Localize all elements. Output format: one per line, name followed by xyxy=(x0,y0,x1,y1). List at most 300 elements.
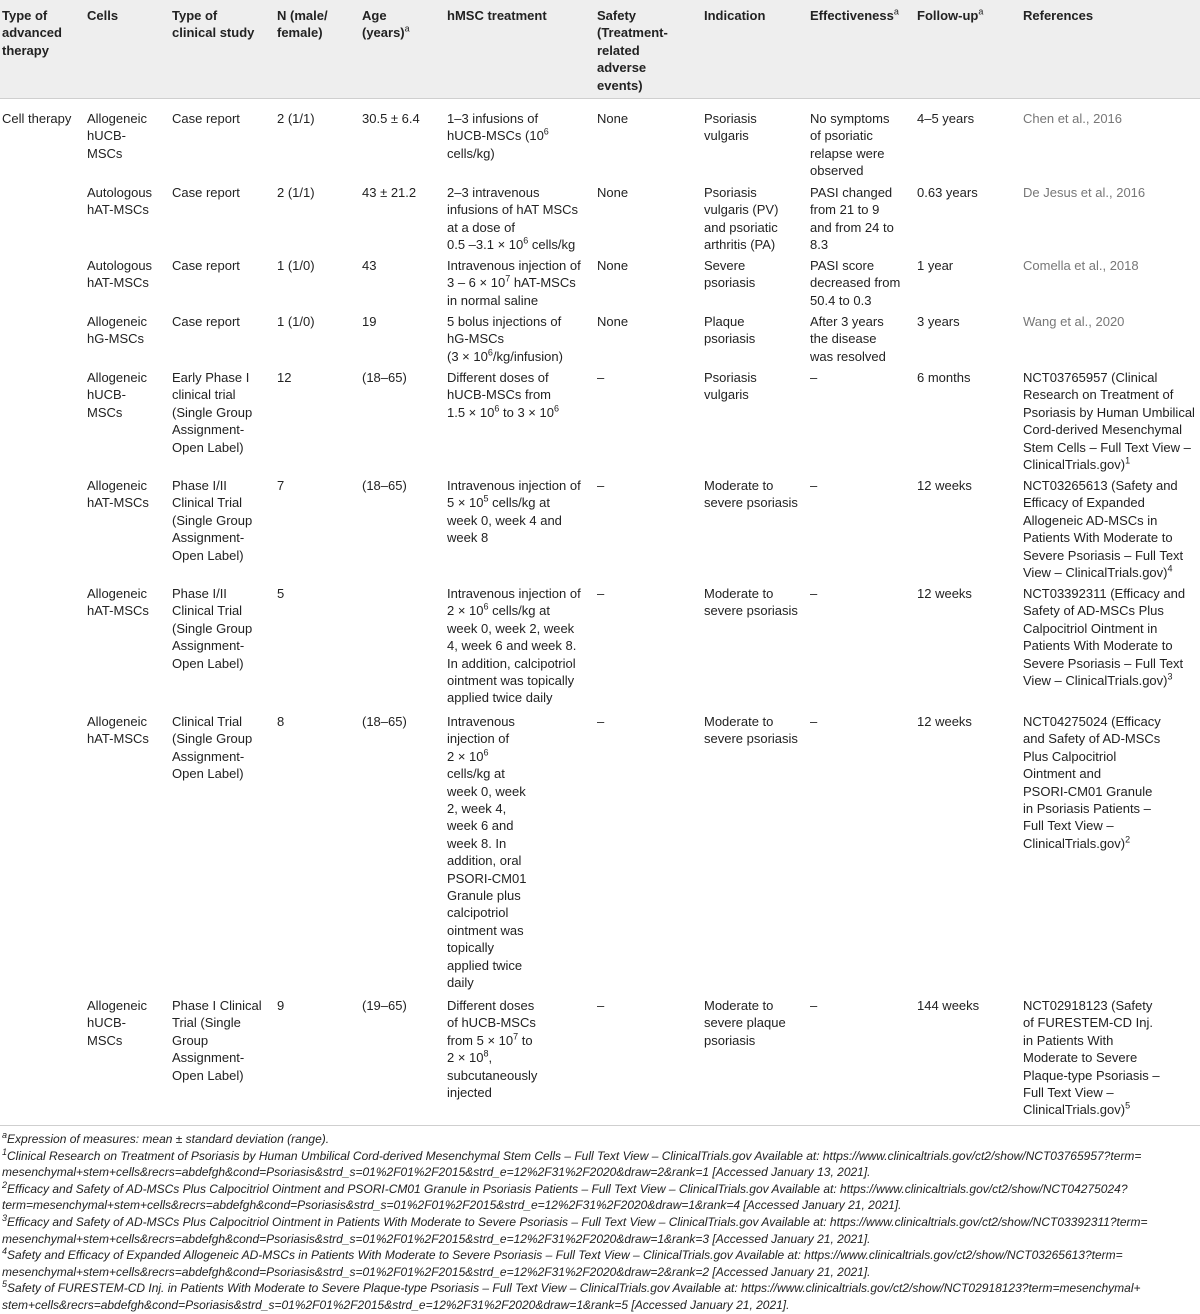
cell-line: in Psoriasis Patients – xyxy=(1023,801,1151,817)
header-study xyxy=(172,7,254,42)
cell-indication xyxy=(704,110,757,145)
cell-safety xyxy=(597,369,604,386)
cell-line: vulgaris xyxy=(704,128,749,144)
cell-line: 2, week 4, xyxy=(447,801,507,817)
cell-line: Open Label) xyxy=(172,1067,244,1083)
cell-line: hUCB- xyxy=(87,387,127,403)
cell-followup xyxy=(917,585,972,602)
cell-line: 50.4 to 0.3 xyxy=(810,292,872,308)
cell-line: ClinicalTrials.gov)$^2$ xyxy=(1023,834,1131,851)
cell-references xyxy=(1023,585,1185,689)
cell-indication xyxy=(704,477,798,512)
cell-line: week 0, week xyxy=(447,783,526,799)
cell-line: Allogeneic xyxy=(87,314,147,329)
cell-line: of hUCB-MSCs xyxy=(447,1015,536,1031)
cell-line: hUCB-MSCs ($10^6$ xyxy=(447,127,549,144)
cell-references xyxy=(1023,713,1161,852)
cell-line: Allogeneic xyxy=(87,111,147,126)
cell-safety xyxy=(597,997,604,1014)
cell-line: $1.5 \times 10^6$ to $3 \times 10^6$ xyxy=(447,403,559,420)
cell-line: MSCs xyxy=(87,404,123,420)
cell-line: psoriasis xyxy=(704,1032,756,1048)
cell-line: 30.5 ± 6.4 xyxy=(362,111,420,126)
cell-line: in Patients With xyxy=(1023,1032,1114,1048)
cell-line: PASI score xyxy=(810,258,875,273)
superscript: 3 xyxy=(1167,671,1173,682)
header-footnote-mark: a xyxy=(893,6,899,17)
cell-line: ClinicalTrials.gov)$^5$ xyxy=(1023,1101,1131,1118)
cell-line: Calpocitriol Ointment in xyxy=(1023,620,1158,636)
cell-line: 43 xyxy=(362,258,377,273)
cell-treatment xyxy=(447,257,581,309)
superscript: 6 xyxy=(487,347,493,358)
cell-line: Allogeneic xyxy=(87,478,147,493)
header-line: (Treatment- xyxy=(597,25,668,41)
cell-n xyxy=(277,585,284,602)
cell-line: In addition, calcipotriol xyxy=(447,655,576,671)
superscript: 1 xyxy=(1125,455,1131,466)
cell-line: 1 (1/0) xyxy=(277,314,315,329)
cell-line: Granule plus xyxy=(447,888,521,904)
cell-line: None xyxy=(597,111,629,126)
cell-effectiveness xyxy=(810,369,817,386)
cell-line: cells/kg) xyxy=(447,145,495,161)
header-line: Type of xyxy=(2,8,48,23)
cell-line: PASI changed xyxy=(810,185,893,200)
cell-age xyxy=(362,257,376,274)
header-line: References xyxy=(1023,8,1094,23)
cell-line: Plaque xyxy=(704,314,745,329)
cell-line: Patients With Moderate to xyxy=(1023,530,1173,546)
cell-line: Case report xyxy=(172,185,240,200)
header-treatment xyxy=(447,7,547,24)
cell-line: Severe Psoriasis – Full Text xyxy=(1023,655,1184,671)
cell-line: View – ClinicalTrials.gov)$^4$ xyxy=(1023,563,1173,581)
cell-line: Open Label) xyxy=(172,547,244,563)
cell-study xyxy=(172,313,240,330)
cell-safety xyxy=(597,713,604,730)
footnote-line: term=mesenchymal+stem+cells&recrs=abdefgh&cond=Psoriasis&strd_s=01%2F01%2F2015&strd_e=12%2F31%2F2020&draw=1&rank=4 [Accessed January 21, 2021]. xyxy=(2,1198,902,1213)
cell-line: hUCB-MSCs from xyxy=(447,387,552,403)
cell-line: Psoriasis xyxy=(704,111,757,126)
header-line: related xyxy=(597,42,640,58)
cell-n xyxy=(277,477,284,494)
cell-cells xyxy=(87,477,149,512)
header-line: Type of xyxy=(172,8,218,23)
cell-line: Moderate to Severe xyxy=(1023,1050,1138,1066)
header-age xyxy=(362,7,410,42)
cell-line: 5 xyxy=(277,586,285,601)
cell-line: None xyxy=(597,185,629,200)
header-line: (years)$^a$ xyxy=(362,24,410,41)
cell-line: and from 24 to xyxy=(810,219,894,235)
cell-line: applied twice daily xyxy=(447,690,553,706)
cell-line: cells/kg at xyxy=(447,766,505,782)
cell-indication xyxy=(704,313,755,348)
cell-line: Psoriasis xyxy=(704,185,757,200)
cell-line: NCT03392311 (Efficacy and xyxy=(1023,586,1186,601)
cell-effectiveness xyxy=(810,713,817,730)
footnote xyxy=(2,1280,1200,1313)
cell-effectiveness xyxy=(810,110,889,180)
cell-line: Intravenous injection of xyxy=(447,258,581,273)
cell-line: topically xyxy=(447,940,494,956)
cell-line: hG-MSCs xyxy=(87,331,145,347)
cell-line: No symptoms xyxy=(810,111,890,126)
superscript: 6 xyxy=(543,127,549,138)
cell-line: – xyxy=(597,714,605,729)
cell-line: in normal saline xyxy=(447,292,539,308)
cell-line: $2 \times 10^6$ cells/kg at xyxy=(447,602,550,619)
cell-line: Plus Calpocitriol xyxy=(1023,748,1117,764)
cell-line: (Single Group xyxy=(172,512,253,528)
cell-line: (Single Group xyxy=(172,620,253,636)
footnote xyxy=(2,1131,1200,1148)
footnote xyxy=(2,1247,1200,1280)
header-safety xyxy=(597,7,668,94)
cell-line: injection of xyxy=(447,731,510,747)
cell-treatment xyxy=(447,585,581,707)
cell-indication xyxy=(704,585,798,620)
cell-n xyxy=(277,110,315,127)
cell-indication xyxy=(704,997,786,1049)
cell-line: week 0, week 2, week xyxy=(447,620,575,636)
cell-references xyxy=(1023,369,1195,473)
cell-age xyxy=(362,184,416,201)
footnote-line: mesenchymal+stem+cells&recrs=abdefgh&cond=Psoriasis&strd_s=01%2F01%2F2015&strd_e=12%2F31%2F2020&draw=2&rank=2 [Accessed January 21, 2021]. xyxy=(2,1264,871,1279)
cell-line: week 0, week 4 and xyxy=(447,512,562,528)
cell-line: Moderate to xyxy=(704,714,774,729)
cell-line: 3 years xyxy=(917,314,960,329)
cell-line: 1–3 infusions of xyxy=(447,111,539,126)
cell-line: ointment was topically xyxy=(447,673,575,689)
cell-line: 1 (1/0) xyxy=(277,258,315,273)
cell-line: – xyxy=(597,478,605,493)
cell-line: 5 bolus injections of xyxy=(447,314,562,329)
cell-line: $(3 \times 10^6/kg/infusion)$ xyxy=(447,347,563,364)
cell-study xyxy=(172,184,240,201)
cell-line: $2 \times 10^8$, xyxy=(447,1048,493,1066)
cell-line: $5 \times 10^5$ cells/kg at xyxy=(447,494,550,511)
footnote-line: $^5$Safety of FURESTEM-CD Inj. in Patients With Moderate to Severe Plaque-type Psoriasis – Full Text View – ClinicalTrials.gov Available at: https://www.clinicaltrials.gov/ct2/show/NCT02918123?term=mesenchymal+ xyxy=(2,1279,1141,1296)
cell-age xyxy=(362,477,407,494)
table-bottom-rule xyxy=(0,1125,1200,1126)
cell-line: Severe xyxy=(704,258,746,273)
cell-treatment xyxy=(447,313,563,365)
cell-references xyxy=(1023,313,1124,330)
cell-line: (18–65) xyxy=(362,370,407,385)
cell-line: View – ClinicalTrials.gov)$^3$ xyxy=(1023,671,1173,689)
superscript: 6 xyxy=(494,403,500,414)
cell-line: Clinical Trial xyxy=(172,603,243,619)
cell-line: ClinicalTrials.gov)$^1$ xyxy=(1023,455,1131,473)
header-line: advanced xyxy=(2,25,62,41)
footnote-mark: 5 xyxy=(2,1279,8,1290)
cell-age xyxy=(362,369,407,386)
cell-treatment xyxy=(447,713,526,992)
cell-line: Open Label) xyxy=(172,655,244,671)
footnote-mark: 3 xyxy=(2,1212,8,1223)
cell-line: 43 ± 21.2 xyxy=(362,185,417,200)
cell-effectiveness xyxy=(810,477,817,494)
cell-line: NCT04275024 (Efficacy xyxy=(1023,714,1161,729)
cell-line: 4–5 years xyxy=(917,111,975,126)
header-n xyxy=(277,7,328,42)
cell-line: $3 - 6 \times 10^7$ hAT-MSCs xyxy=(447,274,576,291)
cell-age xyxy=(362,110,420,127)
cell-line: clinical trial xyxy=(172,387,236,403)
footnote-line: mesenchymal+stem+cells&recrs=abdefgh&cond=Psoriasis&strd_s=01%2F01%2F2015&strd_e=12%2F31%2F2020&draw=2&rank=1 [Accessed January 13, 2021]. xyxy=(2,1165,871,1180)
cell-line: hUCB- xyxy=(87,128,127,144)
cell-line: vulgaris (PV) xyxy=(704,202,779,218)
header-line: Follow-$up^a$ xyxy=(917,6,984,23)
cell-line: the disease xyxy=(810,331,877,347)
cell-line: 4, week 6 and week 8. xyxy=(447,638,577,654)
cell-effectiveness xyxy=(810,585,817,602)
cell-line: 2 (1/1) xyxy=(277,185,315,200)
cell-line: Cord-derived Mesenchymal xyxy=(1023,422,1182,438)
cell-line: 1 year xyxy=(917,258,954,273)
cell-indication xyxy=(704,369,757,404)
cell-line: Different doses of xyxy=(447,370,549,385)
cell-line: NCT02918123 (Safety xyxy=(1023,998,1153,1013)
cell-cells xyxy=(87,313,147,348)
cell-n xyxy=(277,369,291,386)
cell-line: 12 weeks xyxy=(917,478,972,493)
footnote-line: $^4$Safety and Efficacy of Expanded Allogeneic AD-MSCs in Patients With Moderate to Severe Psoriasis – Full Text View – ClinicalTrials.gov Available at: https://www.clinicaltrials.gov/ct2/show/NCT03265613?term= xyxy=(2,1246,1123,1263)
header-line: Effectiveness$^a$ xyxy=(810,6,899,23)
header-line: female) xyxy=(277,25,323,41)
cell-line: hUCB- xyxy=(87,1015,127,1031)
cell-followup xyxy=(917,713,972,730)
cell-line: Assignment- xyxy=(172,530,245,546)
cell-effectiveness xyxy=(810,997,817,1014)
cell-line: Allogeneic xyxy=(87,998,147,1013)
table-footnotes xyxy=(0,1131,1200,1314)
cell-treatment xyxy=(447,110,549,162)
cell-study xyxy=(172,110,240,127)
cell-line: Moderate to xyxy=(704,478,774,493)
cell-n xyxy=(277,257,315,274)
superscript: 7 xyxy=(505,274,511,285)
cell-line: calcipotriol xyxy=(447,905,509,921)
cell-line: from $5 \times 10^7$ to xyxy=(447,1031,533,1048)
cell-age xyxy=(362,713,407,730)
footnote-line: $^1$Clinical Research on Treatment of Psoriasis by Human Umbilical Cord-derived Mesenchymal Stem Cells – Full Text View – ClinicalTrials.gov Available at: https://www.clinicaltrials.gov/ct2/show/NCT03765957?term= xyxy=(2,1146,1142,1163)
cell-effectiveness xyxy=(810,257,900,309)
cell-line: Clinical Trial xyxy=(172,714,243,729)
superscript: 6 xyxy=(483,747,489,758)
cell-line: $2 \times 10^6$ xyxy=(447,747,489,764)
cell-line: Plaque-type Psoriasis – xyxy=(1023,1067,1160,1083)
cell-line: relapse were xyxy=(810,145,885,161)
cell-line: Patients With Moderate to xyxy=(1023,638,1173,654)
cell-line: MSCs xyxy=(87,1032,123,1048)
cell-line: Different doses xyxy=(447,998,535,1013)
cell-line: and Safety of AD-MSCs xyxy=(1023,731,1161,747)
cell-line: After 3 years xyxy=(810,314,884,329)
cell-line: Intravenous xyxy=(447,714,515,729)
cell-line: 12 weeks xyxy=(917,586,972,601)
footnote-line: mesenchymal+stem+cells&recrs=abdefgh&cond=Psoriasis&strd_s=01%2F01%2F2015&strd_e=12%2F31%2F2020&draw=1&rank=3 [Accessed January 21, 2021]. xyxy=(2,1231,871,1246)
cell-line: – xyxy=(810,370,818,385)
cell-line: Open Label) xyxy=(172,439,244,455)
cell-age xyxy=(362,313,376,330)
superscript: 6 xyxy=(553,403,559,414)
header-line: Indication xyxy=(704,8,766,23)
footnote xyxy=(2,1181,1200,1214)
cell-line: 7 xyxy=(277,478,285,493)
header-line: adverse xyxy=(597,60,647,76)
cell-line: Stem Cells – Full Text View – xyxy=(1023,439,1191,455)
cell-line: week 8 xyxy=(447,530,489,546)
cell-line: Research on Treatment of xyxy=(1023,387,1174,403)
cell-references xyxy=(1023,257,1139,274)
cell-treatment xyxy=(447,369,559,421)
cell-line: 144 weeks xyxy=(917,998,980,1013)
cell-followup xyxy=(917,369,970,386)
cell-safety xyxy=(597,110,628,127)
cell-line: Psoriasis xyxy=(704,370,757,385)
cell-line: – xyxy=(810,998,818,1013)
cell-line: Comella et al., 2018 xyxy=(1023,258,1139,273)
cell-line: – xyxy=(810,586,818,601)
cell-line: Assignment- xyxy=(172,422,245,438)
cell-n xyxy=(277,184,315,201)
footnote xyxy=(2,1214,1200,1247)
footnote-mark: 2 xyxy=(2,1179,8,1190)
cell-line: was resolved xyxy=(810,348,886,364)
superscript: 7 xyxy=(513,1031,519,1042)
cell-cells xyxy=(87,369,147,421)
cell-line: – xyxy=(597,586,605,601)
cell-age xyxy=(362,997,407,1014)
cell-line: Autologous xyxy=(87,258,153,273)
cell-study xyxy=(172,997,262,1084)
cell-line: week 8. In xyxy=(447,835,507,851)
cell-line: Allogeneic xyxy=(87,714,147,729)
cell-followup xyxy=(917,110,974,127)
footnote xyxy=(2,1148,1200,1181)
cell-line: hAT-MSCs xyxy=(87,495,149,511)
cell-line: psoriasis xyxy=(704,331,756,347)
cell-line: severe psoriasis xyxy=(704,603,798,619)
cell-study xyxy=(172,257,240,274)
cell-line: Intravenous injection of xyxy=(447,586,581,601)
cell-line: 8 xyxy=(277,714,285,729)
header-footnote-mark: a xyxy=(404,24,410,35)
cell-effectiveness xyxy=(810,184,894,254)
cell-line: Phase I/II xyxy=(172,586,227,601)
cell-line: Cell therapy xyxy=(2,111,72,126)
cell-line: from 21 to 9 xyxy=(810,202,880,218)
cell-line: 12 xyxy=(277,370,292,385)
cell-n xyxy=(277,313,315,330)
cell-line: Full Text View – xyxy=(1023,1085,1114,1101)
cell-line: PSORI-CM01 Granule xyxy=(1023,783,1153,799)
cell-line: week 6 and xyxy=(447,818,514,834)
cell-line: Case report xyxy=(172,258,240,273)
superscript: 5 xyxy=(1125,1101,1131,1112)
cell-line: Wang et al., 2020 xyxy=(1023,314,1125,329)
superscript: 6 xyxy=(523,235,529,246)
cell-safety xyxy=(597,257,628,274)
cell-line: 19 xyxy=(362,314,377,329)
footnote-mark: 1 xyxy=(2,1146,8,1157)
header-line: hMSC treatment xyxy=(447,8,547,23)
cell-line: 2–3 intravenous xyxy=(447,185,540,200)
header-footnote-mark: a xyxy=(978,6,984,17)
superscript: 8 xyxy=(483,1048,489,1059)
cell-line: PSORI-CM01 xyxy=(447,870,527,886)
cell-line: Allogeneic xyxy=(87,370,147,385)
cell-treatment xyxy=(447,477,581,547)
cell-references xyxy=(1023,477,1183,581)
cell-cells xyxy=(87,585,149,620)
cell-line: (Single Group xyxy=(172,731,253,747)
cell-line: of FURESTEM-CD Inj. xyxy=(1023,1015,1154,1031)
footnote-line: stem+cells&recrs=abdefgh&cond=Psoriasis&strd_s=01%2F01%2F2015&strd_e=12%2F31%2F2020&draw=1&rank=5 [Accessed January 21, 2021]. xyxy=(2,1297,790,1312)
cell-line: injected xyxy=(447,1085,492,1101)
cell-line: – xyxy=(810,478,818,493)
cell-line: hAT-MSCs xyxy=(87,275,149,291)
cell-line: None xyxy=(597,258,629,273)
cell-study xyxy=(172,585,252,672)
cell-line: NCT03765957 (Clinical xyxy=(1023,370,1158,385)
cell-line: hAT-MSCs xyxy=(87,731,149,747)
cell-followup xyxy=(917,477,972,494)
header-line: events) xyxy=(597,77,643,93)
header-line: N (male/ xyxy=(277,8,328,23)
header-line: therapy xyxy=(2,42,49,58)
cell-safety xyxy=(597,477,604,494)
cell-line: MSCs xyxy=(87,145,123,161)
cell-line: (18–65) xyxy=(362,478,407,493)
cell-line: – xyxy=(810,714,818,729)
cell-line: Intravenous injection of xyxy=(447,478,581,493)
cell-line: 6 months xyxy=(917,370,971,385)
cell-safety xyxy=(597,585,604,602)
cell-line: addition, oral xyxy=(447,853,522,869)
cell-indication xyxy=(704,713,798,748)
cell-study xyxy=(172,477,252,564)
header-effectiveness xyxy=(810,7,899,24)
footnote-line: $^a$Expression of measures: mean ± standard deviation (range). xyxy=(2,1130,330,1146)
cell-cells xyxy=(87,110,147,162)
cell-references xyxy=(1023,184,1145,201)
cell-n xyxy=(277,713,284,730)
cell-treatment xyxy=(447,184,578,254)
cell-study xyxy=(172,713,252,783)
cell-line: (18–65) xyxy=(362,714,407,729)
cell-followup xyxy=(917,997,979,1014)
cell-line: infusions of hAT MSCs xyxy=(447,202,579,218)
cell-line: ointment was xyxy=(447,922,524,938)
cell-cells xyxy=(87,257,152,292)
cell-line: of psoriatic xyxy=(810,128,873,144)
cell-line: Case report xyxy=(172,111,240,126)
cell-line: hG-MSCs xyxy=(447,331,505,347)
cell-line: hAT-MSCs xyxy=(87,603,149,619)
header-cells xyxy=(87,7,118,24)
header-indication xyxy=(704,7,765,24)
header-line: Age xyxy=(362,8,387,23)
cell-line: – xyxy=(597,370,605,385)
footnote-mark: 4 xyxy=(2,1246,8,1257)
superscript: 4 xyxy=(1167,563,1173,574)
header-line: Cells xyxy=(87,8,119,23)
superscript: 6 xyxy=(483,602,489,613)
